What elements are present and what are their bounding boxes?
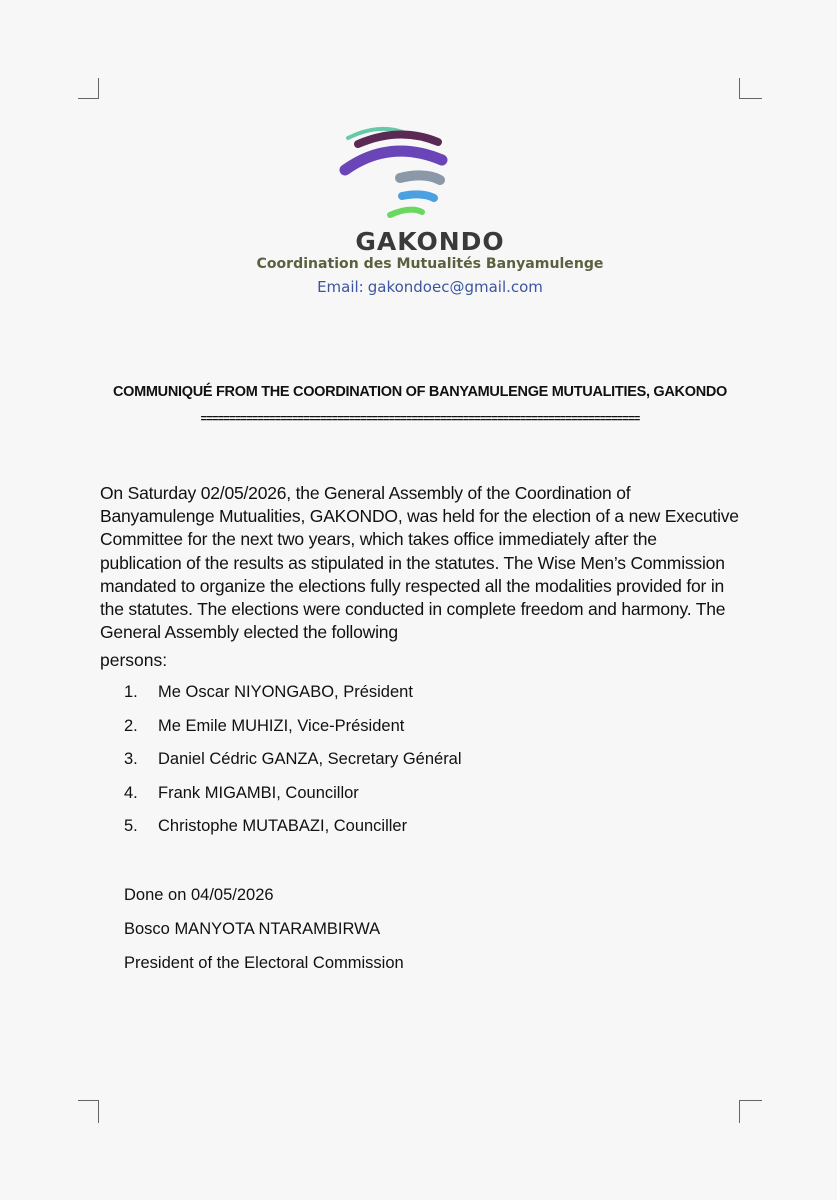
list-item xyxy=(124,714,462,748)
elected-person: Frank MIGAMBI, Councillor xyxy=(158,783,359,802)
crop-mark-top-left xyxy=(78,78,99,99)
letterhead xyxy=(230,110,630,310)
signatory-title: President of the Electoral Commission xyxy=(124,954,404,972)
elected-person: Daniel Cédric GANZA, Secretary Général xyxy=(158,750,462,768)
list-number: 4. xyxy=(124,783,138,802)
signature-block xyxy=(124,878,404,980)
communique-body: On Saturday 02/05/2026, the General Assembly of the Coordination of Banyamulenge Mutualities, GAKONDO, was held for the election of a new Executive Committee for the next two years, which takes office immediately after the publication of the results as stipulated in the statutes. The Wise Men’s Commission mandated to organize the elections fully respected all the modalities provided for in the statutes. The elections were conducted in complete freedom and harmony. The General Assembly elected the following xyxy=(100,483,739,643)
brand-subtitle: Coordination des Mutualités Banyamulenge xyxy=(256,256,604,272)
contact-email xyxy=(230,278,630,296)
list-item xyxy=(124,680,462,714)
list-number: 3. xyxy=(124,750,138,768)
gakondo-logo-icon xyxy=(330,120,530,230)
separator-line: ============================================================================= xyxy=(200,414,640,426)
list-item xyxy=(124,781,462,815)
signatory-name: Bosco MANYOTA NTARAMBIRWA xyxy=(124,920,381,938)
list-number: 2. xyxy=(124,716,138,735)
brand-name: GAKONDO xyxy=(355,227,505,256)
email-address: gakondoec@gmail.com xyxy=(367,278,543,296)
list-number: 1. xyxy=(124,683,138,701)
crop-mark-top-right xyxy=(739,78,762,99)
crop-mark-bottom-left xyxy=(78,1100,99,1123)
done-date: Done on 04/05/2026 xyxy=(124,886,274,904)
list-number: 5. xyxy=(124,817,138,835)
crop-mark-bottom-right xyxy=(739,1100,762,1123)
list-item xyxy=(124,747,462,781)
email-label: Email: xyxy=(317,278,364,296)
elected-person: Me Emile MUHIZI, Vice-Président xyxy=(158,716,405,735)
elected-list xyxy=(124,680,462,848)
list-item xyxy=(124,814,462,848)
persons-label: persons: xyxy=(100,650,168,670)
elected-person: Christophe MUTABAZI, Counciller xyxy=(158,817,408,835)
communique-heading: COMMUNIQUÉ FROM THE COORDINATION OF BANYAMULENGE MUTUALITIES, GAKONDO xyxy=(112,384,728,400)
elected-person: Me Oscar NIYONGABO, Président xyxy=(158,683,413,701)
